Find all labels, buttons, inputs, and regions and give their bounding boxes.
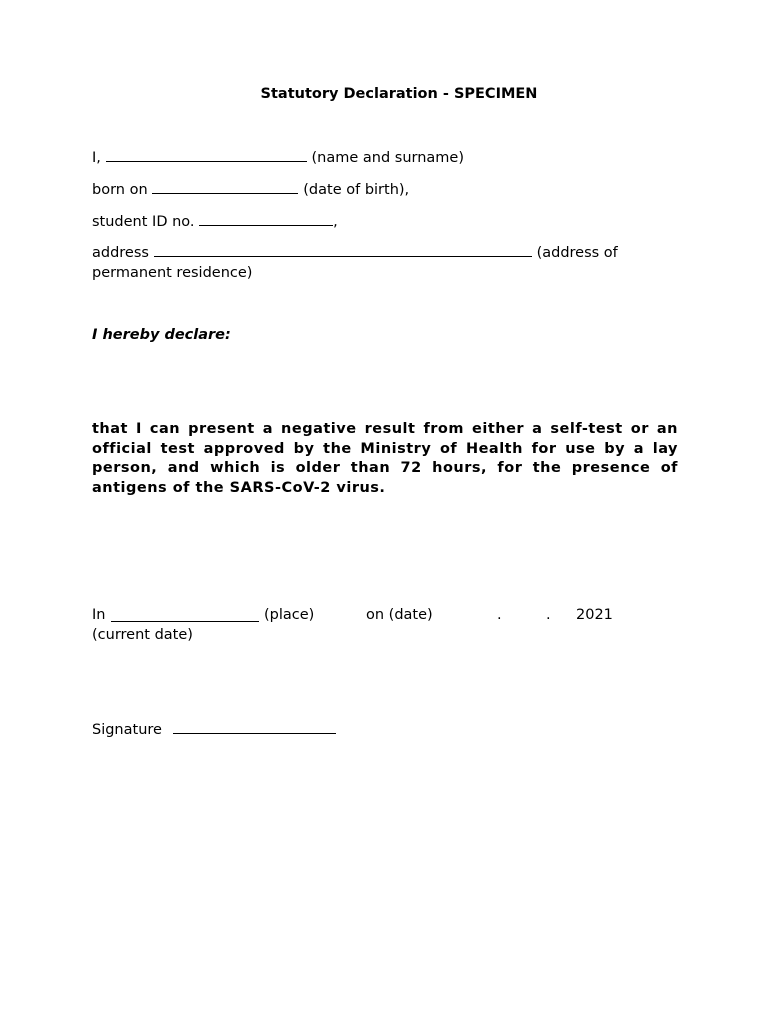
address-hint-continued: permanent residence) — [92, 265, 253, 281]
name-blank[interactable] — [106, 147, 307, 162]
student-suffix: , — [333, 214, 338, 230]
address-prefix: address — [92, 245, 149, 261]
on-date-label: on (date) — [366, 607, 433, 623]
declare-heading: I hereby declare: — [92, 327, 231, 343]
born-hint: (date of birth), — [303, 182, 410, 198]
date-dot-2: . — [546, 607, 551, 623]
signature-blank[interactable] — [173, 719, 336, 734]
signature-line — [92, 719, 341, 740]
declaration-statement: that I can present a negative result from either a self-test or an official test approved by the Ministry of Health for use by a lay person, and which is older than 72 hours, for the presence of antigens of the SARS-CoV-2 virus. — [92, 421, 678, 496]
address-line — [92, 242, 652, 263]
signature-label: Signature — [92, 722, 162, 738]
student-prefix: student ID no. — [92, 214, 195, 230]
place-hint: (place) — [264, 607, 315, 623]
date-year: 2021 — [576, 607, 613, 623]
place-blank[interactable] — [111, 607, 259, 622]
current-date-hint: (current date) — [92, 627, 193, 643]
student-id-blank[interactable] — [199, 211, 333, 226]
birth-blank[interactable] — [152, 179, 298, 194]
birth-line — [92, 179, 409, 200]
place-prefix: In — [92, 607, 106, 623]
name-hint: (name and surname) — [311, 150, 465, 166]
student-id-line — [92, 211, 338, 232]
name-prefix: I, — [92, 150, 101, 166]
place-date-line — [92, 605, 692, 625]
date-dot-1: . — [497, 607, 502, 623]
page-title: Statutory Declaration - SPECIMEN — [260, 86, 538, 102]
address-block — [92, 242, 652, 283]
address-hint: (address of — [536, 245, 618, 261]
name-line — [92, 147, 464, 168]
born-prefix: born on — [92, 182, 148, 198]
address-blank[interactable] — [154, 242, 532, 257]
